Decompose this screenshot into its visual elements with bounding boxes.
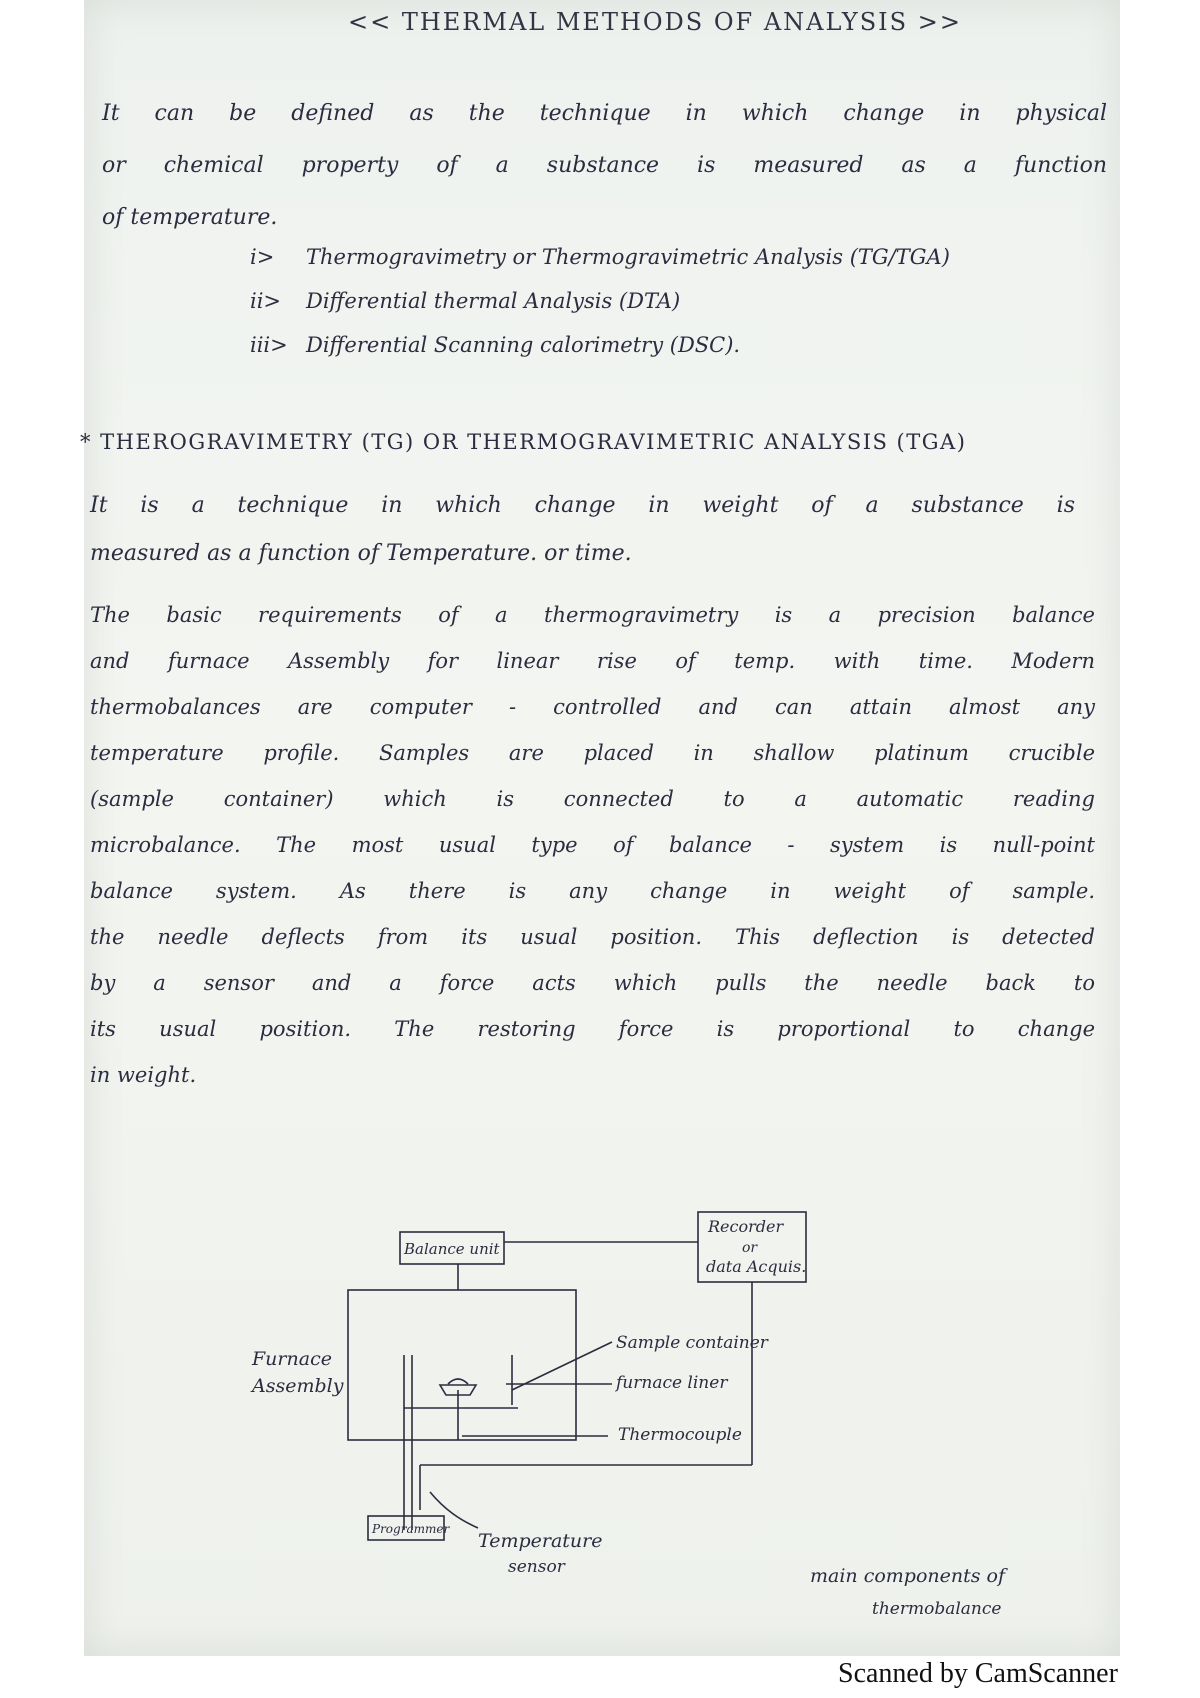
list-item-text: Differential Scanning calorimetry (DSC). bbox=[306, 333, 741, 357]
programmer-label: Programmer bbox=[372, 1522, 450, 1536]
body-line: (sample container) which is connected to a automatic reading bbox=[90, 787, 1095, 811]
body-line: microbalance. The most usual type of balance - system is null-point bbox=[90, 833, 1095, 857]
body-line: its usual position. The restoring force is proportional to change bbox=[90, 1017, 1095, 1041]
sample-container-label: Sample container bbox=[616, 1333, 768, 1353]
definition-line: measured as a function of Temperature. or time. bbox=[90, 541, 632, 566]
intro-line: It can be defined as the technique in which change in physical bbox=[102, 101, 1107, 126]
balance-unit-label: Balance unit bbox=[404, 1240, 500, 1258]
recorder-label: or bbox=[742, 1240, 758, 1256]
intro-line: or chemical property of a substance is measured as a function bbox=[102, 153, 1107, 178]
body-line: balance system. As there is any change in weight of sample. bbox=[90, 879, 1095, 903]
temperature-sensor-label: Temperature bbox=[478, 1530, 603, 1552]
body-line: thermobalances are computer - controlled and can attain almost any bbox=[90, 695, 1095, 719]
list-item-number: ii> bbox=[250, 289, 282, 313]
furnace-assembly-label: Furnace bbox=[252, 1348, 332, 1370]
list-item-number: i> bbox=[250, 245, 275, 269]
body-line: The basic requirements of a thermogravimetry is a precision balance bbox=[90, 603, 1095, 627]
furnace-assembly-label: Assembly bbox=[252, 1375, 344, 1397]
scanner-watermark: Scanned by CamScanner bbox=[838, 1658, 1118, 1689]
section-heading: * THEROGRAVIMETRY (TG) OR THERMOGRAVIMETRIC ANALYSIS (TGA) bbox=[80, 430, 967, 454]
recorder-label: Recorder bbox=[708, 1217, 784, 1236]
furnace-assembly-box bbox=[348, 1290, 576, 1440]
body-line: by a sensor and a force acts which pulls the needle back to bbox=[90, 971, 1095, 995]
body-line: in weight. bbox=[90, 1063, 197, 1087]
recorder-label: data Acquis. bbox=[706, 1257, 807, 1276]
definition-line: It is a technique in which change in weight of a substance is bbox=[90, 493, 1075, 518]
body-line: temperature profile. Samples are placed in shallow platinum crucible bbox=[90, 741, 1095, 765]
page-title: << THERMAL METHODS OF ANALYSIS >> bbox=[348, 8, 962, 36]
list-item-text: Thermogravimetry or Thermogravimetric Analysis (TG/TGA) bbox=[306, 245, 950, 269]
leader-line bbox=[512, 1342, 612, 1390]
diagram-caption: thermobalance bbox=[872, 1599, 1002, 1619]
sample bbox=[448, 1379, 468, 1384]
furnace-liner-label: furnace liner bbox=[616, 1373, 728, 1393]
thermocouple-label: Thermocouple bbox=[618, 1425, 742, 1445]
body-line: and furnace Assembly for linear rise of temp. with time. Modern bbox=[90, 649, 1095, 673]
list-item-number: iii> bbox=[250, 333, 288, 357]
body-line: the needle deflects from its usual position. This deflection is detected bbox=[90, 925, 1095, 949]
diagram-caption: main components of bbox=[810, 1565, 1006, 1587]
temperature-sensor-label: sensor bbox=[508, 1557, 565, 1577]
list-item-text: Differential thermal Analysis (DTA) bbox=[306, 289, 681, 313]
intro-line: of temperature. bbox=[102, 205, 278, 230]
